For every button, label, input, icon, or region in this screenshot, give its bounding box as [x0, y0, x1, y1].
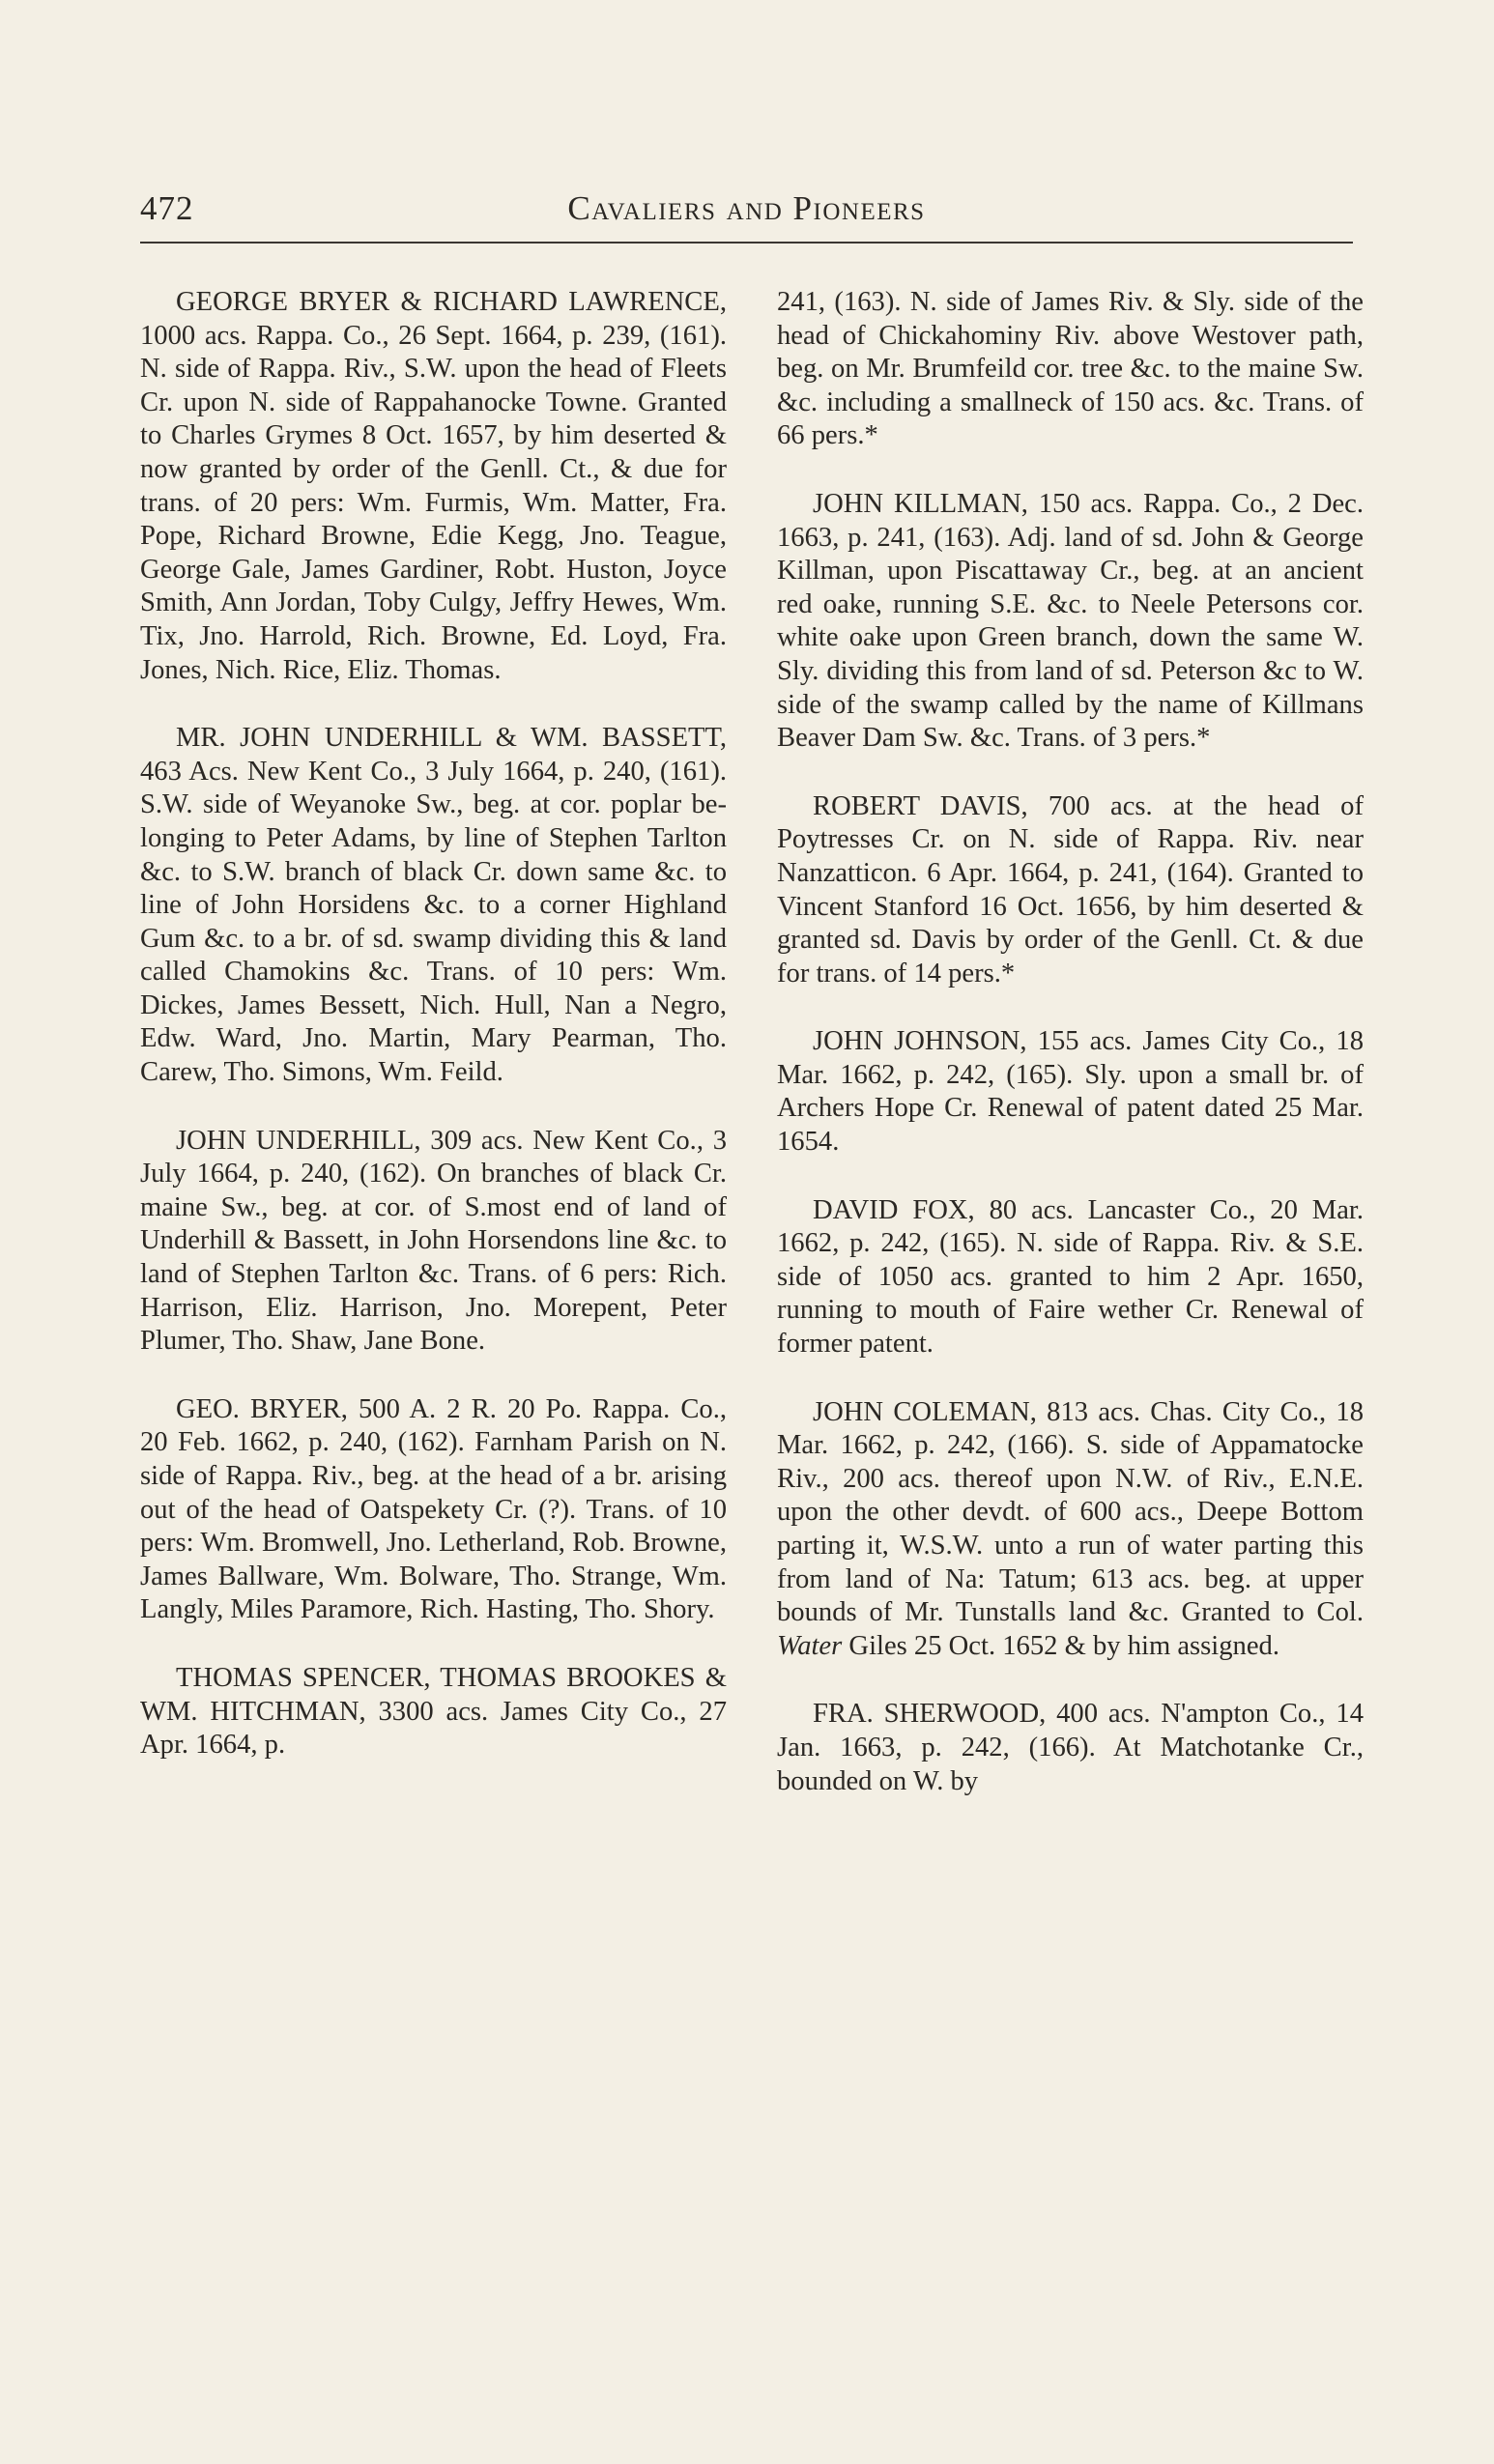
entry-body: 3300 acs. James City Co., 27 Apr. 1664, p. [140, 1696, 727, 1761]
entry-underhill-bassett [140, 722, 727, 1090]
entry-coleman [777, 1396, 1364, 1664]
entry-sherwood [777, 1698, 1364, 1798]
entry-body: Giles 25 Oct. 1652 & by him assigned. [842, 1630, 1279, 1661]
entry-geo-bryer [140, 1393, 727, 1627]
entry-body: 813 acs. Chas. City Co., 18 Mar. 1662, p. 242, (166). S. side of Appamatocke Riv., 200 acs. thereof upon N.W. of Riv., E.N.E. upon the other devdt. of 600 acs., Deepe Bottom parting it, W.S.W. unto a run of water parting this from land of Na: Tatum; 613 acs. beg. at upper bounds of Mr. Tunstalls land &c. Granted to Col. [777, 1396, 1364, 1628]
entry-head: ROBERT DAVIS, [813, 790, 1028, 821]
entry-head: FRA. SHERWOOD, [813, 1699, 1047, 1730]
entry-body: 150 acs. Rappa. Co., 2 Dec. 1663, p. 241, (163). Adj. land of sd. John & George Killman, upon Piscattaway Cr., beg. at an ancient red oake, running S.E. &c. to Neele Petersons cor. white oake upon Green branch, down the same W. Sly. dividing this from land of sd. Peterson &c to W. side of the swamp called by the name of Killmans Beaver Dam Sw. &c. Trans. of 3 pers.* [777, 488, 1365, 754]
entry-body: 1000 acs. Rappa. Co., 26 Sept. 1664, p. 239, (161). N. side of Rappa. Riv., S.W. upon the head of Fleets Cr. upon N. side of Rappahanocke Towne. Granted to Charles Grymes 8 Oct. 1657, by him deserted & now granted by order of the Genll. Ct., & due for trans. of 20 pers: Wm. Furmis, Wm. Matter, Fra. Pope, Richard Browne, Edie Kegg, Jno. Teague, George Gale, James Gardiner, Robt. Huston, Joyce Smith, Ann Jordan, Toby Culgy, Jeffry Hewes, Wm. Tix, Jno. Harrold, Rich. Browne, Ed. Loyd, Fra. Jones, Nich. Rice, Eliz. Thomas. [140, 320, 727, 685]
entry-continuation: 241, (163). N. side of James Riv. & Sly. side of the head of Chickahominy Riv. above Westover path, beg. on Mr. Brumfeild cor. tree &c. to the maine Sw. &c. including a smallneck of 150 acs. &c. Trans. of 66 pers.* [777, 287, 1364, 451]
entry-johnson [777, 1025, 1364, 1159]
entry-fox [777, 1194, 1364, 1361]
entry-killman [777, 488, 1364, 756]
entry-head: DAVID FOX, [813, 1194, 975, 1225]
entry-body: 700 acs. at the head of Poytresses Cr. on N. side of Rappa. Riv. near Nanzatticon. 6 Apr. 1664, p. 241, (164). Granted to Vincent Stanford 16 Oct. 1656, by him deserted & granted sd. Davis by order of the Genll. Ct. & due for trans. of 14 pers.* [777, 790, 1364, 988]
entry-body: 309 acs. New Kent Co., 3 July 1664, p. 240, (162). On branches of black Cr. maine Sw., beg. at cor. of S.most end of land of Underhill & Bassett, in John Horsendons line &c. to land of Stephen Tarlton &c. Trans. of 6 pers: Rich. Harrison, Eliz. Harrison, Jno. Morepent, Peter Plumer, Tho. Shaw, Jane Bone. [140, 1125, 727, 1357]
left-column [140, 286, 727, 1797]
page-header [140, 189, 1353, 238]
header-rule [140, 242, 1353, 244]
entry-head: MR. JOHN UNDERHILL & WM. BASSETT, [176, 723, 727, 754]
entry-body: 400 acs. N'ampton Co., 14 Jan. 1663, p. 242, (166). At Matchotanke Cr., bounded on W. by [777, 1699, 1364, 1796]
entry-bryer-lawrence [140, 286, 727, 687]
entry-body: 463 Acs. New Kent Co., 3 July 1664, p. 240, (161). S.W. side of Weyanoke Sw., beg. at cor. poplar belonging to Peter Adams, by line of Stephen Tarlton &c. to S.W. branch of black Cr. down same &c. to line of John Horsidens &c. to a corner Highland Gum &c. to a br. of sd. swamp dividing this & land called Chamokins &c. Trans. of 10 pers: Wm. Dickes, James Bessett, Nich. Hull, Nan a Negro, Edw. Ward, Jno. Martin, Mary Pearman, Tho. Carew, Tho. Simons, Wm. Feild. [140, 756, 727, 1088]
running-title: Cavaliers and Pioneers [567, 189, 926, 227]
page-number: 472 [140, 189, 194, 227]
entry-body: 155 acs. James City Co., 18 Mar. 1662, p. 242, (165). Sly. upon a small br. of Archers Hope Cr. Renewal of patent dated 25 Mar. 1654. [777, 1026, 1365, 1158]
right-column [777, 286, 1364, 1833]
entry-spencer-brookes-hitchman [140, 1662, 727, 1762]
entry-body: 80 acs. Lancaster Co., 20 Mar. 1662, p. 242, (165). N. side of Rappa. Riv. & S.E. side of 1050 acs. granted to him 2 Apr. 1650, running to mouth of Faire wether Cr. Renewal of former patent. [777, 1194, 1365, 1360]
entry-head: JOHN COLEMAN, [813, 1396, 1037, 1427]
entry-head: THOMAS SPENCER, THOMAS BROOKES & WM. HITCHMAN, [140, 1662, 727, 1727]
entry-head: JOHN JOHNSON, [813, 1026, 1027, 1057]
entry-head: JOHN KILLMAN, [813, 488, 1028, 519]
entry-body: 500 A. 2 R. 20 Po. Rappa. Co., 20 Feb. 1662, p. 240, (162). Farnham Parish on N. side of Rappa. Riv., beg. at the head of a br. arising out of the head of Oatspekety Cr. (?). Trans. of 10 pers: Wm. Bromwell, Jno. Letherland, Rob. Browne, James Ballware, Wm. Bolware, Tho. Strange, Wm. Langly, Miles Paramore, Rich. Hasting, Tho. Shory. [140, 1393, 727, 1625]
italic-name: Water [777, 1630, 843, 1661]
entry-head: JOHN UNDERHILL, [176, 1125, 421, 1156]
entry-underhill [140, 1125, 727, 1359]
entry-davis [777, 790, 1364, 991]
entry-head: GEORGE BRYER & RICHARD LAWRENCE, [176, 287, 727, 317]
entry-head: GEO. BRYER, [176, 1393, 348, 1424]
